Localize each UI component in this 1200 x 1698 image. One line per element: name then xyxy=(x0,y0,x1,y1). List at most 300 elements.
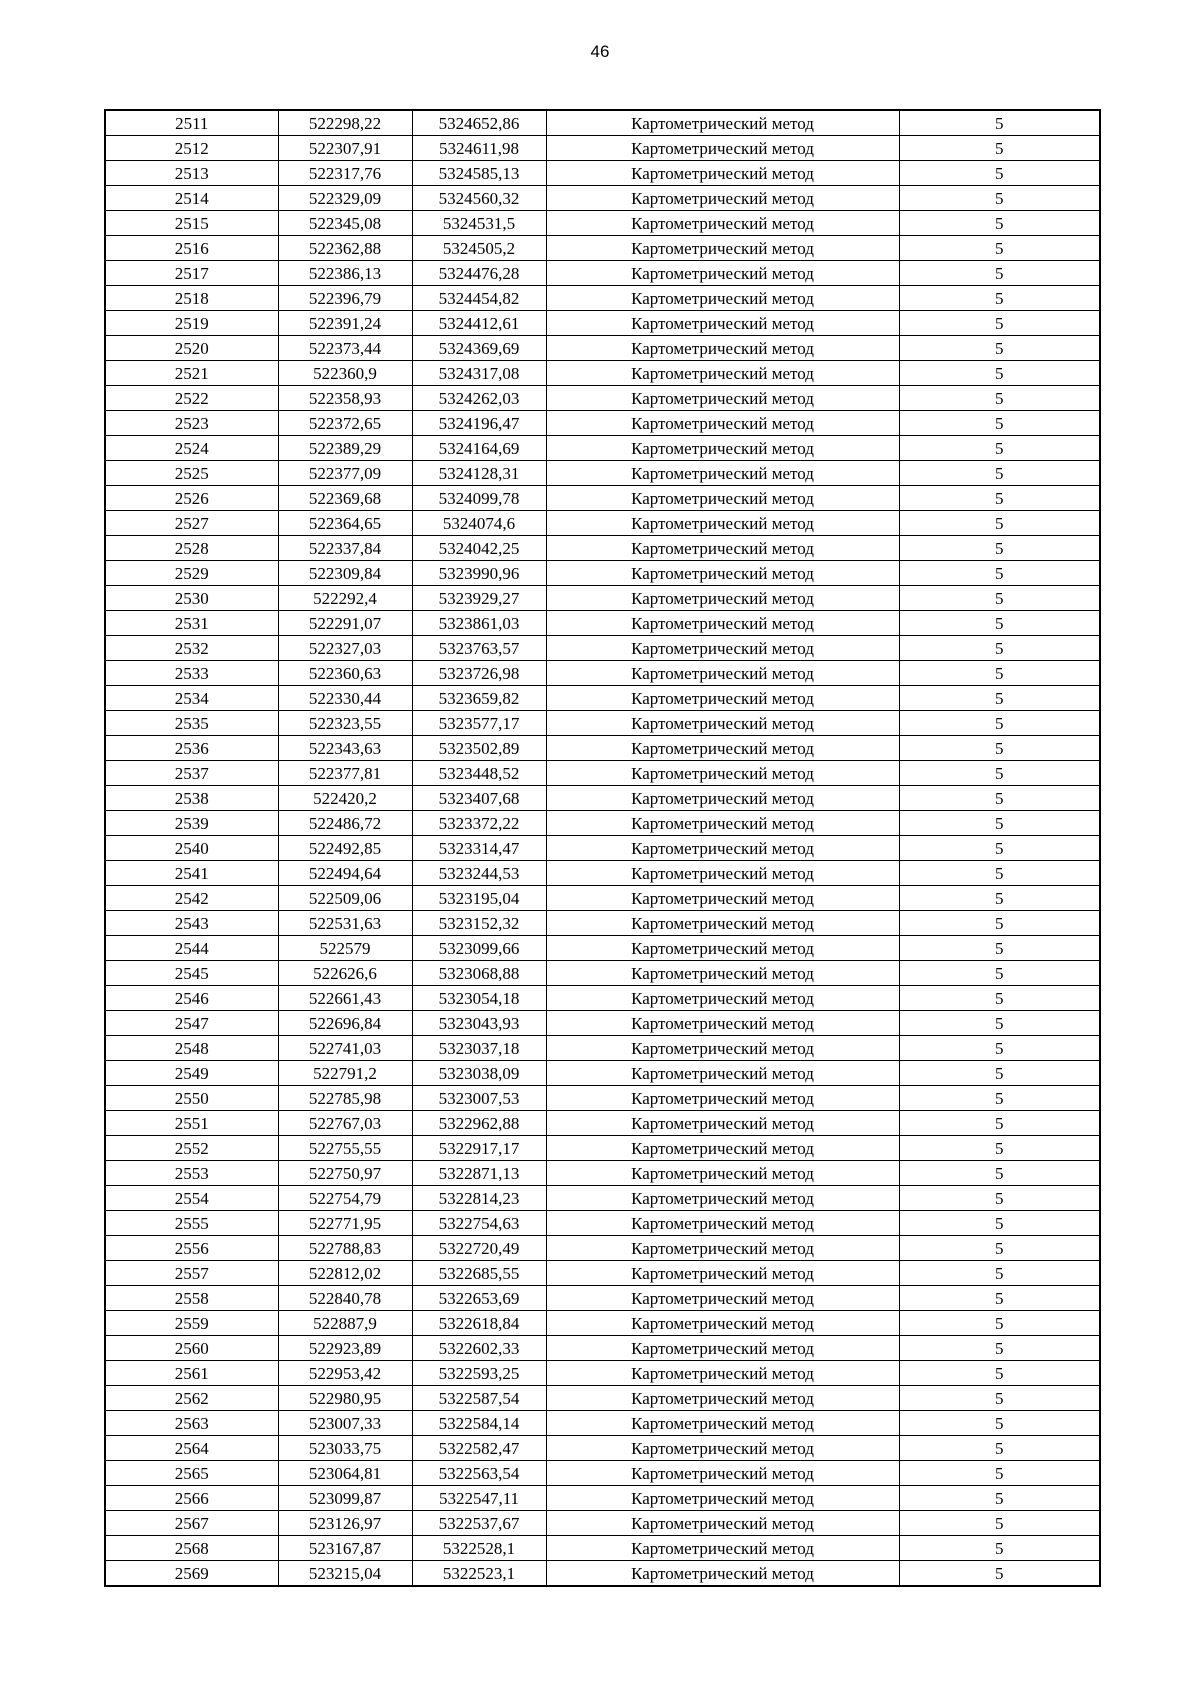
accuracy-cell: 5 xyxy=(899,911,1100,936)
method-cell: Картометрический метод xyxy=(546,211,899,236)
y-coordinate-cell: 5324454,82 xyxy=(412,286,546,311)
y-coordinate-cell: 5324099,78 xyxy=(412,486,546,511)
table-row xyxy=(105,511,1100,536)
point-number-cell: 2538 xyxy=(105,786,278,811)
y-coordinate-cell: 5324412,61 xyxy=(412,311,546,336)
method-cell: Картометрический метод xyxy=(546,1211,899,1236)
point-number-cell: 2547 xyxy=(105,1011,278,1036)
table-row xyxy=(105,586,1100,611)
method-cell: Картометрический метод xyxy=(546,311,899,336)
point-number-cell: 2532 xyxy=(105,636,278,661)
y-coordinate-cell: 5324505,2 xyxy=(412,236,546,261)
table-row xyxy=(105,761,1100,786)
accuracy-cell: 5 xyxy=(899,761,1100,786)
method-cell: Картометрический метод xyxy=(546,1111,899,1136)
accuracy-cell: 5 xyxy=(899,861,1100,886)
accuracy-cell: 5 xyxy=(899,211,1100,236)
point-number-cell: 2535 xyxy=(105,711,278,736)
table-row xyxy=(105,561,1100,586)
accuracy-cell: 5 xyxy=(899,1211,1100,1236)
method-cell: Картометрический метод xyxy=(546,611,899,636)
point-number-cell: 2558 xyxy=(105,1286,278,1311)
y-coordinate-cell: 5323037,18 xyxy=(412,1036,546,1061)
point-number-cell: 2537 xyxy=(105,761,278,786)
x-coordinate-cell: 523099,87 xyxy=(278,1486,412,1511)
method-cell: Картометрический метод xyxy=(546,1536,899,1561)
x-coordinate-cell: 522754,79 xyxy=(278,1186,412,1211)
table-row xyxy=(105,1086,1100,1111)
y-coordinate-cell: 5322618,84 xyxy=(412,1311,546,1336)
accuracy-cell: 5 xyxy=(899,836,1100,861)
point-number-cell: 2557 xyxy=(105,1261,278,1286)
x-coordinate-cell: 522755,55 xyxy=(278,1136,412,1161)
x-coordinate-cell: 523033,75 xyxy=(278,1436,412,1461)
table-row xyxy=(105,1161,1100,1186)
point-number-cell: 2552 xyxy=(105,1136,278,1161)
accuracy-cell: 5 xyxy=(899,1361,1100,1386)
x-coordinate-cell: 522323,55 xyxy=(278,711,412,736)
x-coordinate-cell: 522391,24 xyxy=(278,311,412,336)
point-number-cell: 2540 xyxy=(105,836,278,861)
table-row xyxy=(105,1461,1100,1486)
accuracy-cell: 5 xyxy=(899,110,1100,136)
y-coordinate-cell: 5324652,86 xyxy=(412,110,546,136)
x-coordinate-cell: 522291,07 xyxy=(278,611,412,636)
point-number-cell: 2517 xyxy=(105,261,278,286)
point-number-cell: 2562 xyxy=(105,1386,278,1411)
point-number-cell: 2564 xyxy=(105,1436,278,1461)
table-row xyxy=(105,461,1100,486)
method-cell: Картометрический метод xyxy=(546,586,899,611)
table-row xyxy=(105,661,1100,686)
y-coordinate-cell: 5323726,98 xyxy=(412,661,546,686)
point-number-cell: 2556 xyxy=(105,1236,278,1261)
method-cell: Картометрический метод xyxy=(546,1036,899,1061)
point-number-cell: 2511 xyxy=(105,110,278,136)
method-cell: Картометрический метод xyxy=(546,1186,899,1211)
accuracy-cell: 5 xyxy=(899,1286,1100,1311)
x-coordinate-cell: 522309,84 xyxy=(278,561,412,586)
point-number-cell: 2544 xyxy=(105,936,278,961)
y-coordinate-cell: 5322563,54 xyxy=(412,1461,546,1486)
accuracy-cell: 5 xyxy=(899,311,1100,336)
method-cell: Картометрический метод xyxy=(546,761,899,786)
table-row xyxy=(105,1336,1100,1361)
method-cell: Картометрический метод xyxy=(546,1461,899,1486)
y-coordinate-cell: 5323314,47 xyxy=(412,836,546,861)
method-cell: Картометрический метод xyxy=(546,1011,899,1036)
accuracy-cell: 5 xyxy=(899,1486,1100,1511)
accuracy-cell: 5 xyxy=(899,1311,1100,1336)
method-cell: Картометрический метод xyxy=(546,961,899,986)
point-number-cell: 2530 xyxy=(105,586,278,611)
x-coordinate-cell: 522377,81 xyxy=(278,761,412,786)
x-coordinate-cell: 522953,42 xyxy=(278,1361,412,1386)
accuracy-cell: 5 xyxy=(899,161,1100,186)
table-row xyxy=(105,961,1100,986)
y-coordinate-cell: 5323502,89 xyxy=(412,736,546,761)
x-coordinate-cell: 522362,88 xyxy=(278,236,412,261)
x-coordinate-cell: 522626,6 xyxy=(278,961,412,986)
table-row xyxy=(105,411,1100,436)
method-cell: Картометрический метод xyxy=(546,1511,899,1536)
method-cell: Картометрический метод xyxy=(546,1061,899,1086)
y-coordinate-cell: 5324042,25 xyxy=(412,536,546,561)
table-row xyxy=(105,311,1100,336)
x-coordinate-cell: 522343,63 xyxy=(278,736,412,761)
table-row xyxy=(105,636,1100,661)
y-coordinate-cell: 5324074,6 xyxy=(412,511,546,536)
accuracy-cell: 5 xyxy=(899,711,1100,736)
accuracy-cell: 5 xyxy=(899,1236,1100,1261)
table-row xyxy=(105,811,1100,836)
method-cell: Картометрический метод xyxy=(546,386,899,411)
point-number-cell: 2523 xyxy=(105,411,278,436)
method-cell: Картометрический метод xyxy=(546,711,899,736)
x-coordinate-cell: 523167,87 xyxy=(278,1536,412,1561)
point-number-cell: 2542 xyxy=(105,886,278,911)
x-coordinate-cell: 522369,68 xyxy=(278,486,412,511)
coordinates-table xyxy=(104,109,1101,1587)
point-number-cell: 2554 xyxy=(105,1186,278,1211)
table-row xyxy=(105,1261,1100,1286)
y-coordinate-cell: 5322584,14 xyxy=(412,1411,546,1436)
point-number-cell: 2541 xyxy=(105,861,278,886)
method-cell: Картометрический метод xyxy=(546,361,899,386)
method-cell: Картометрический метод xyxy=(546,511,899,536)
table-row xyxy=(105,1311,1100,1336)
y-coordinate-cell: 5323007,53 xyxy=(412,1086,546,1111)
method-cell: Картометрический метод xyxy=(546,1261,899,1286)
accuracy-cell: 5 xyxy=(899,1436,1100,1461)
x-coordinate-cell: 522494,64 xyxy=(278,861,412,886)
y-coordinate-cell: 5323152,32 xyxy=(412,911,546,936)
accuracy-cell: 5 xyxy=(899,811,1100,836)
x-coordinate-cell: 522791,2 xyxy=(278,1061,412,1086)
method-cell: Картометрический метод xyxy=(546,811,899,836)
point-number-cell: 2565 xyxy=(105,1461,278,1486)
accuracy-cell: 5 xyxy=(899,936,1100,961)
x-coordinate-cell: 522396,79 xyxy=(278,286,412,311)
y-coordinate-cell: 5323861,03 xyxy=(412,611,546,636)
point-number-cell: 2567 xyxy=(105,1511,278,1536)
y-coordinate-cell: 5322587,54 xyxy=(412,1386,546,1411)
point-number-cell: 2516 xyxy=(105,236,278,261)
accuracy-cell: 5 xyxy=(899,461,1100,486)
point-number-cell: 2539 xyxy=(105,811,278,836)
table-row xyxy=(105,1511,1100,1536)
accuracy-cell: 5 xyxy=(899,1011,1100,1036)
accuracy-cell: 5 xyxy=(899,136,1100,161)
table-row xyxy=(105,1536,1100,1561)
x-coordinate-cell: 522923,89 xyxy=(278,1336,412,1361)
table-row xyxy=(105,336,1100,361)
point-number-cell: 2555 xyxy=(105,1211,278,1236)
method-cell: Картометрический метод xyxy=(546,486,899,511)
method-cell: Картометрический метод xyxy=(546,986,899,1011)
y-coordinate-cell: 5324531,5 xyxy=(412,211,546,236)
y-coordinate-cell: 5324196,47 xyxy=(412,411,546,436)
y-coordinate-cell: 5323448,52 xyxy=(412,761,546,786)
table-row xyxy=(105,861,1100,886)
x-coordinate-cell: 522372,65 xyxy=(278,411,412,436)
table-row xyxy=(105,1211,1100,1236)
y-coordinate-cell: 5322871,13 xyxy=(412,1161,546,1186)
method-cell: Картометрический метод xyxy=(546,411,899,436)
y-coordinate-cell: 5322593,25 xyxy=(412,1361,546,1386)
method-cell: Картометрический метод xyxy=(546,836,899,861)
point-number-cell: 2548 xyxy=(105,1036,278,1061)
method-cell: Картометрический метод xyxy=(546,1161,899,1186)
y-coordinate-cell: 5323038,09 xyxy=(412,1061,546,1086)
y-coordinate-cell: 5323577,17 xyxy=(412,711,546,736)
table-row xyxy=(105,1036,1100,1061)
point-number-cell: 2527 xyxy=(105,511,278,536)
method-cell: Картометрический метод xyxy=(546,636,899,661)
x-coordinate-cell: 522887,9 xyxy=(278,1311,412,1336)
y-coordinate-cell: 5324585,13 xyxy=(412,161,546,186)
table-row xyxy=(105,1061,1100,1086)
point-number-cell: 2553 xyxy=(105,1161,278,1186)
accuracy-cell: 5 xyxy=(899,1136,1100,1161)
y-coordinate-cell: 5324560,32 xyxy=(412,186,546,211)
method-cell: Картометрический метод xyxy=(546,261,899,286)
accuracy-cell: 5 xyxy=(899,1036,1100,1061)
x-coordinate-cell: 522788,83 xyxy=(278,1236,412,1261)
y-coordinate-cell: 5322653,69 xyxy=(412,1286,546,1311)
x-coordinate-cell: 522307,91 xyxy=(278,136,412,161)
y-coordinate-cell: 5322528,1 xyxy=(412,1536,546,1561)
x-coordinate-cell: 522317,76 xyxy=(278,161,412,186)
accuracy-cell: 5 xyxy=(899,336,1100,361)
y-coordinate-cell: 5324369,69 xyxy=(412,336,546,361)
accuracy-cell: 5 xyxy=(899,586,1100,611)
accuracy-cell: 5 xyxy=(899,1186,1100,1211)
x-coordinate-cell: 522360,9 xyxy=(278,361,412,386)
accuracy-cell: 5 xyxy=(899,1461,1100,1486)
x-coordinate-cell: 522812,02 xyxy=(278,1261,412,1286)
table-row xyxy=(105,1386,1100,1411)
table-row xyxy=(105,1286,1100,1311)
x-coordinate-cell: 522327,03 xyxy=(278,636,412,661)
method-cell: Картометрический метод xyxy=(546,911,899,936)
table-row xyxy=(105,186,1100,211)
method-cell: Картометрический метод xyxy=(546,1336,899,1361)
method-cell: Картометрический метод xyxy=(546,1361,899,1386)
accuracy-cell: 5 xyxy=(899,536,1100,561)
y-coordinate-cell: 5322962,88 xyxy=(412,1111,546,1136)
table-row xyxy=(105,886,1100,911)
y-coordinate-cell: 5323659,82 xyxy=(412,686,546,711)
accuracy-cell: 5 xyxy=(899,786,1100,811)
x-coordinate-cell: 522696,84 xyxy=(278,1011,412,1036)
point-number-cell: 2520 xyxy=(105,336,278,361)
table-row xyxy=(105,1361,1100,1386)
method-cell: Картометрический метод xyxy=(546,1436,899,1461)
accuracy-cell: 5 xyxy=(899,1261,1100,1286)
accuracy-cell: 5 xyxy=(899,1336,1100,1361)
accuracy-cell: 5 xyxy=(899,436,1100,461)
method-cell: Картометрический метод xyxy=(546,561,899,586)
x-coordinate-cell: 523215,04 xyxy=(278,1561,412,1587)
x-coordinate-cell: 522330,44 xyxy=(278,686,412,711)
accuracy-cell: 5 xyxy=(899,411,1100,436)
accuracy-cell: 5 xyxy=(899,686,1100,711)
point-number-cell: 2543 xyxy=(105,911,278,936)
x-coordinate-cell: 522345,08 xyxy=(278,211,412,236)
y-coordinate-cell: 5323054,18 xyxy=(412,986,546,1011)
table-row xyxy=(105,486,1100,511)
x-coordinate-cell: 522292,4 xyxy=(278,586,412,611)
accuracy-cell: 5 xyxy=(899,286,1100,311)
table-row xyxy=(105,361,1100,386)
y-coordinate-cell: 5323990,96 xyxy=(412,561,546,586)
point-number-cell: 2529 xyxy=(105,561,278,586)
point-number-cell: 2512 xyxy=(105,136,278,161)
y-coordinate-cell: 5323244,53 xyxy=(412,861,546,886)
method-cell: Картометрический метод xyxy=(546,686,899,711)
table-row xyxy=(105,836,1100,861)
table-row xyxy=(105,236,1100,261)
table-row xyxy=(105,611,1100,636)
table-row xyxy=(105,161,1100,186)
table-row xyxy=(105,711,1100,736)
method-cell: Картометрический метод xyxy=(546,436,899,461)
x-coordinate-cell: 522486,72 xyxy=(278,811,412,836)
accuracy-cell: 5 xyxy=(899,661,1100,686)
x-coordinate-cell: 522492,85 xyxy=(278,836,412,861)
x-coordinate-cell: 522377,09 xyxy=(278,461,412,486)
accuracy-cell: 5 xyxy=(899,886,1100,911)
method-cell: Картометрический метод xyxy=(546,1236,899,1261)
y-coordinate-cell: 5322547,11 xyxy=(412,1486,546,1511)
point-number-cell: 2525 xyxy=(105,461,278,486)
table-row xyxy=(105,110,1100,136)
y-coordinate-cell: 5322814,23 xyxy=(412,1186,546,1211)
x-coordinate-cell: 522509,06 xyxy=(278,886,412,911)
table-row xyxy=(105,786,1100,811)
accuracy-cell: 5 xyxy=(899,486,1100,511)
table-row xyxy=(105,436,1100,461)
accuracy-cell: 5 xyxy=(899,986,1100,1011)
y-coordinate-cell: 5323929,27 xyxy=(412,586,546,611)
table-row xyxy=(105,1111,1100,1136)
y-coordinate-cell: 5322582,47 xyxy=(412,1436,546,1461)
y-coordinate-cell: 5322720,49 xyxy=(412,1236,546,1261)
x-coordinate-cell: 522785,98 xyxy=(278,1086,412,1111)
accuracy-cell: 5 xyxy=(899,611,1100,636)
accuracy-cell: 5 xyxy=(899,1161,1100,1186)
y-coordinate-cell: 5323372,22 xyxy=(412,811,546,836)
accuracy-cell: 5 xyxy=(899,1411,1100,1436)
table-row xyxy=(105,911,1100,936)
x-coordinate-cell: 522373,44 xyxy=(278,336,412,361)
point-number-cell: 2519 xyxy=(105,311,278,336)
x-coordinate-cell: 523064,81 xyxy=(278,1461,412,1486)
accuracy-cell: 5 xyxy=(899,561,1100,586)
coordinates-table-body xyxy=(105,110,1100,1586)
x-coordinate-cell: 522771,95 xyxy=(278,1211,412,1236)
table-row xyxy=(105,1011,1100,1036)
y-coordinate-cell: 5322523,1 xyxy=(412,1561,546,1587)
method-cell: Картометрический метод xyxy=(546,236,899,261)
x-coordinate-cell: 522298,22 xyxy=(278,110,412,136)
method-cell: Картометрический метод xyxy=(546,536,899,561)
method-cell: Картометрический метод xyxy=(546,1411,899,1436)
point-number-cell: 2524 xyxy=(105,436,278,461)
point-number-cell: 2569 xyxy=(105,1561,278,1587)
method-cell: Картометрический метод xyxy=(546,186,899,211)
method-cell: Картометрический метод xyxy=(546,1386,899,1411)
method-cell: Картометрический метод xyxy=(546,661,899,686)
accuracy-cell: 5 xyxy=(899,1111,1100,1136)
accuracy-cell: 5 xyxy=(899,1511,1100,1536)
method-cell: Картометрический метод xyxy=(546,936,899,961)
method-cell: Картометрический метод xyxy=(546,286,899,311)
x-coordinate-cell: 522531,63 xyxy=(278,911,412,936)
y-coordinate-cell: 5322602,33 xyxy=(412,1336,546,1361)
y-coordinate-cell: 5323043,93 xyxy=(412,1011,546,1036)
method-cell: Картометрический метод xyxy=(546,461,899,486)
y-coordinate-cell: 5324317,08 xyxy=(412,361,546,386)
accuracy-cell: 5 xyxy=(899,1086,1100,1111)
point-number-cell: 2559 xyxy=(105,1311,278,1336)
x-coordinate-cell: 522767,03 xyxy=(278,1111,412,1136)
x-coordinate-cell: 522840,78 xyxy=(278,1286,412,1311)
x-coordinate-cell: 522741,03 xyxy=(278,1036,412,1061)
point-number-cell: 2521 xyxy=(105,361,278,386)
accuracy-cell: 5 xyxy=(899,1536,1100,1561)
table-row xyxy=(105,986,1100,1011)
point-number-cell: 2531 xyxy=(105,611,278,636)
point-number-cell: 2563 xyxy=(105,1411,278,1436)
x-coordinate-cell: 522358,93 xyxy=(278,386,412,411)
x-coordinate-cell: 522980,95 xyxy=(278,1386,412,1411)
x-coordinate-cell: 523007,33 xyxy=(278,1411,412,1436)
table-row xyxy=(105,1136,1100,1161)
x-coordinate-cell: 522337,84 xyxy=(278,536,412,561)
accuracy-cell: 5 xyxy=(899,261,1100,286)
table-row xyxy=(105,136,1100,161)
table-row xyxy=(105,1186,1100,1211)
y-coordinate-cell: 5322685,55 xyxy=(412,1261,546,1286)
x-coordinate-cell: 522661,43 xyxy=(278,986,412,1011)
point-number-cell: 2546 xyxy=(105,986,278,1011)
point-number-cell: 2549 xyxy=(105,1061,278,1086)
accuracy-cell: 5 xyxy=(899,386,1100,411)
x-coordinate-cell: 523126,97 xyxy=(278,1511,412,1536)
point-number-cell: 2551 xyxy=(105,1111,278,1136)
method-cell: Картометрический метод xyxy=(546,136,899,161)
x-coordinate-cell: 522389,29 xyxy=(278,436,412,461)
method-cell: Картометрический метод xyxy=(546,161,899,186)
table-row xyxy=(105,261,1100,286)
table-row xyxy=(105,1411,1100,1436)
method-cell: Картометрический метод xyxy=(546,736,899,761)
table-row xyxy=(105,686,1100,711)
table-row xyxy=(105,736,1100,761)
accuracy-cell: 5 xyxy=(899,1386,1100,1411)
table-row xyxy=(105,1486,1100,1511)
method-cell: Картометрический метод xyxy=(546,1086,899,1111)
y-coordinate-cell: 5323068,88 xyxy=(412,961,546,986)
y-coordinate-cell: 5324262,03 xyxy=(412,386,546,411)
method-cell: Картометрический метод xyxy=(546,1136,899,1161)
accuracy-cell: 5 xyxy=(899,361,1100,386)
accuracy-cell: 5 xyxy=(899,636,1100,661)
x-coordinate-cell: 522386,13 xyxy=(278,261,412,286)
x-coordinate-cell: 522579 xyxy=(278,936,412,961)
